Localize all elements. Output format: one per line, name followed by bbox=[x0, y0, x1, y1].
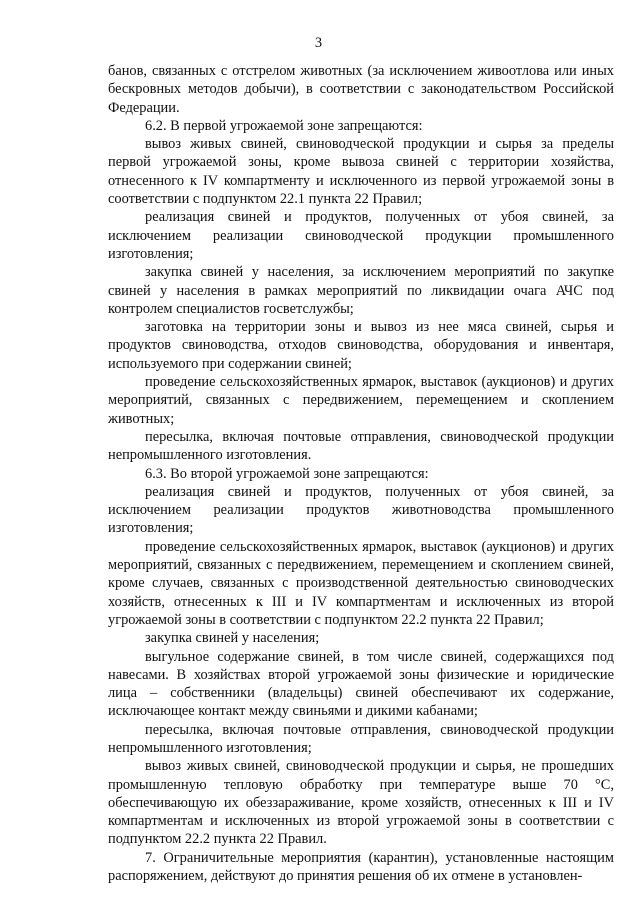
paragraph-zone2-export: вывоз живых свиней, свиноводческой продукции и сырья, не прошедших промышленную тепловую обработку при температуре выше 70 °С, обеспечивающую их обеззараживание, кроме хозяйств, отнесенных к III и IV компартментам и исключенных из второй угрожаемой зоны в соответствии с подпунктом 22.2 пункта 22 Правил. bbox=[108, 758, 614, 848]
paragraph-zone1-purchase: закупка свиней у населения, за исключением мероприятий по закупке свиней у населения в рамках мероприятий по ликвидации очага АЧС под контролем специалистов госветслужбы; bbox=[108, 264, 614, 317]
section-heading-6-2: 6.2. В первой угрожаемой зоне запрещаются: bbox=[145, 117, 423, 134]
paragraph-zone2-purchase: закупка свиней у населения; bbox=[145, 630, 320, 647]
paragraph-zone1-mail: пересылка, включая почтовые отправления, свиноводческой продукции непромышленного изготовления. bbox=[108, 428, 614, 464]
paragraph-zone1-procurement: заготовка на территории зоны и вывоз из нее мяса свиней, сырья и продуктов свиноводства, отходов свиноводства, оборудования и инвентаря, используемого при содержании свиней; bbox=[108, 319, 614, 372]
section-7-paragraph: 7. Ограничительные мероприятия (карантин), установленные настоящим распоряжением, действуют до принятия решения об их отмене в установлен- bbox=[108, 849, 614, 885]
paragraph-zone2-sale: реализация свиней и продуктов, полученных от убоя свиней, за исключением реализации продуктов животноводства промышленного изготовления; bbox=[108, 483, 614, 537]
document-body bbox=[108, 62, 614, 885]
section-heading-6-3: 6.3. Во второй угрожаемой зоне запрещаются: bbox=[145, 465, 429, 482]
paragraph-zone1-sale: реализация свиней и продуктов, полученных от убоя свиней, за исключением реализации свиноводческой продукции промышленного изготовления; bbox=[108, 209, 614, 262]
paragraph-continuation: банов, связанных с отстрелом животных (за исключением живоотлова или иных бескровных методов добычи), в соответствии с законодательством Российской Федерации. bbox=[108, 63, 614, 116]
paragraph-zone2-mail: пересылка, включая почтовые отправления, свиноводческой продукции непромышленного изготовления; bbox=[108, 721, 614, 756]
paragraph-zone1-fairs: проведение сельскохозяйственных ярмарок, выставок (аукционов) и других мероприятий, связанных с передвижением, перемещением и скоплением животных; bbox=[108, 374, 614, 427]
paragraph-zone2-free-range: выгульное содержание свиней, в том числе свиней, содержащихся под навесами. В хозяйствах второй угрожаемой зоны физические и юридические лица – собственники (владельцы) свиней обеспечивают их содержание, исключающее контакт между свиньями и дикими кабанами; bbox=[108, 648, 614, 720]
paragraph-zone2-fairs: проведение сельскохозяйственных ярмарок, выставок (аукционов) и других мероприятий, связанных с передвижением, перемещением и скоплением свиней, кроме случаев, связанных с производственной деятельностью свиноводческих хозяйств, отнесенных к III и IV компартментам и исключенных из второй угрожаемой зоны в соответствии с подпунктом 22.2 пункта 22 Правил; bbox=[108, 538, 614, 628]
paragraph-zone1-export: вывоз живых свиней, свиноводческой продукции и сырья за пределы первой угрожаемой зоны, кроме вывоза свиней с территории хозяйства, отнесенного к IV компартменту и исключенного из первой угрожаемой зоны в соответствии с подпунктом 22.1 пункта 22 Правил; bbox=[108, 136, 614, 208]
page-number: 3 bbox=[314, 35, 323, 51]
